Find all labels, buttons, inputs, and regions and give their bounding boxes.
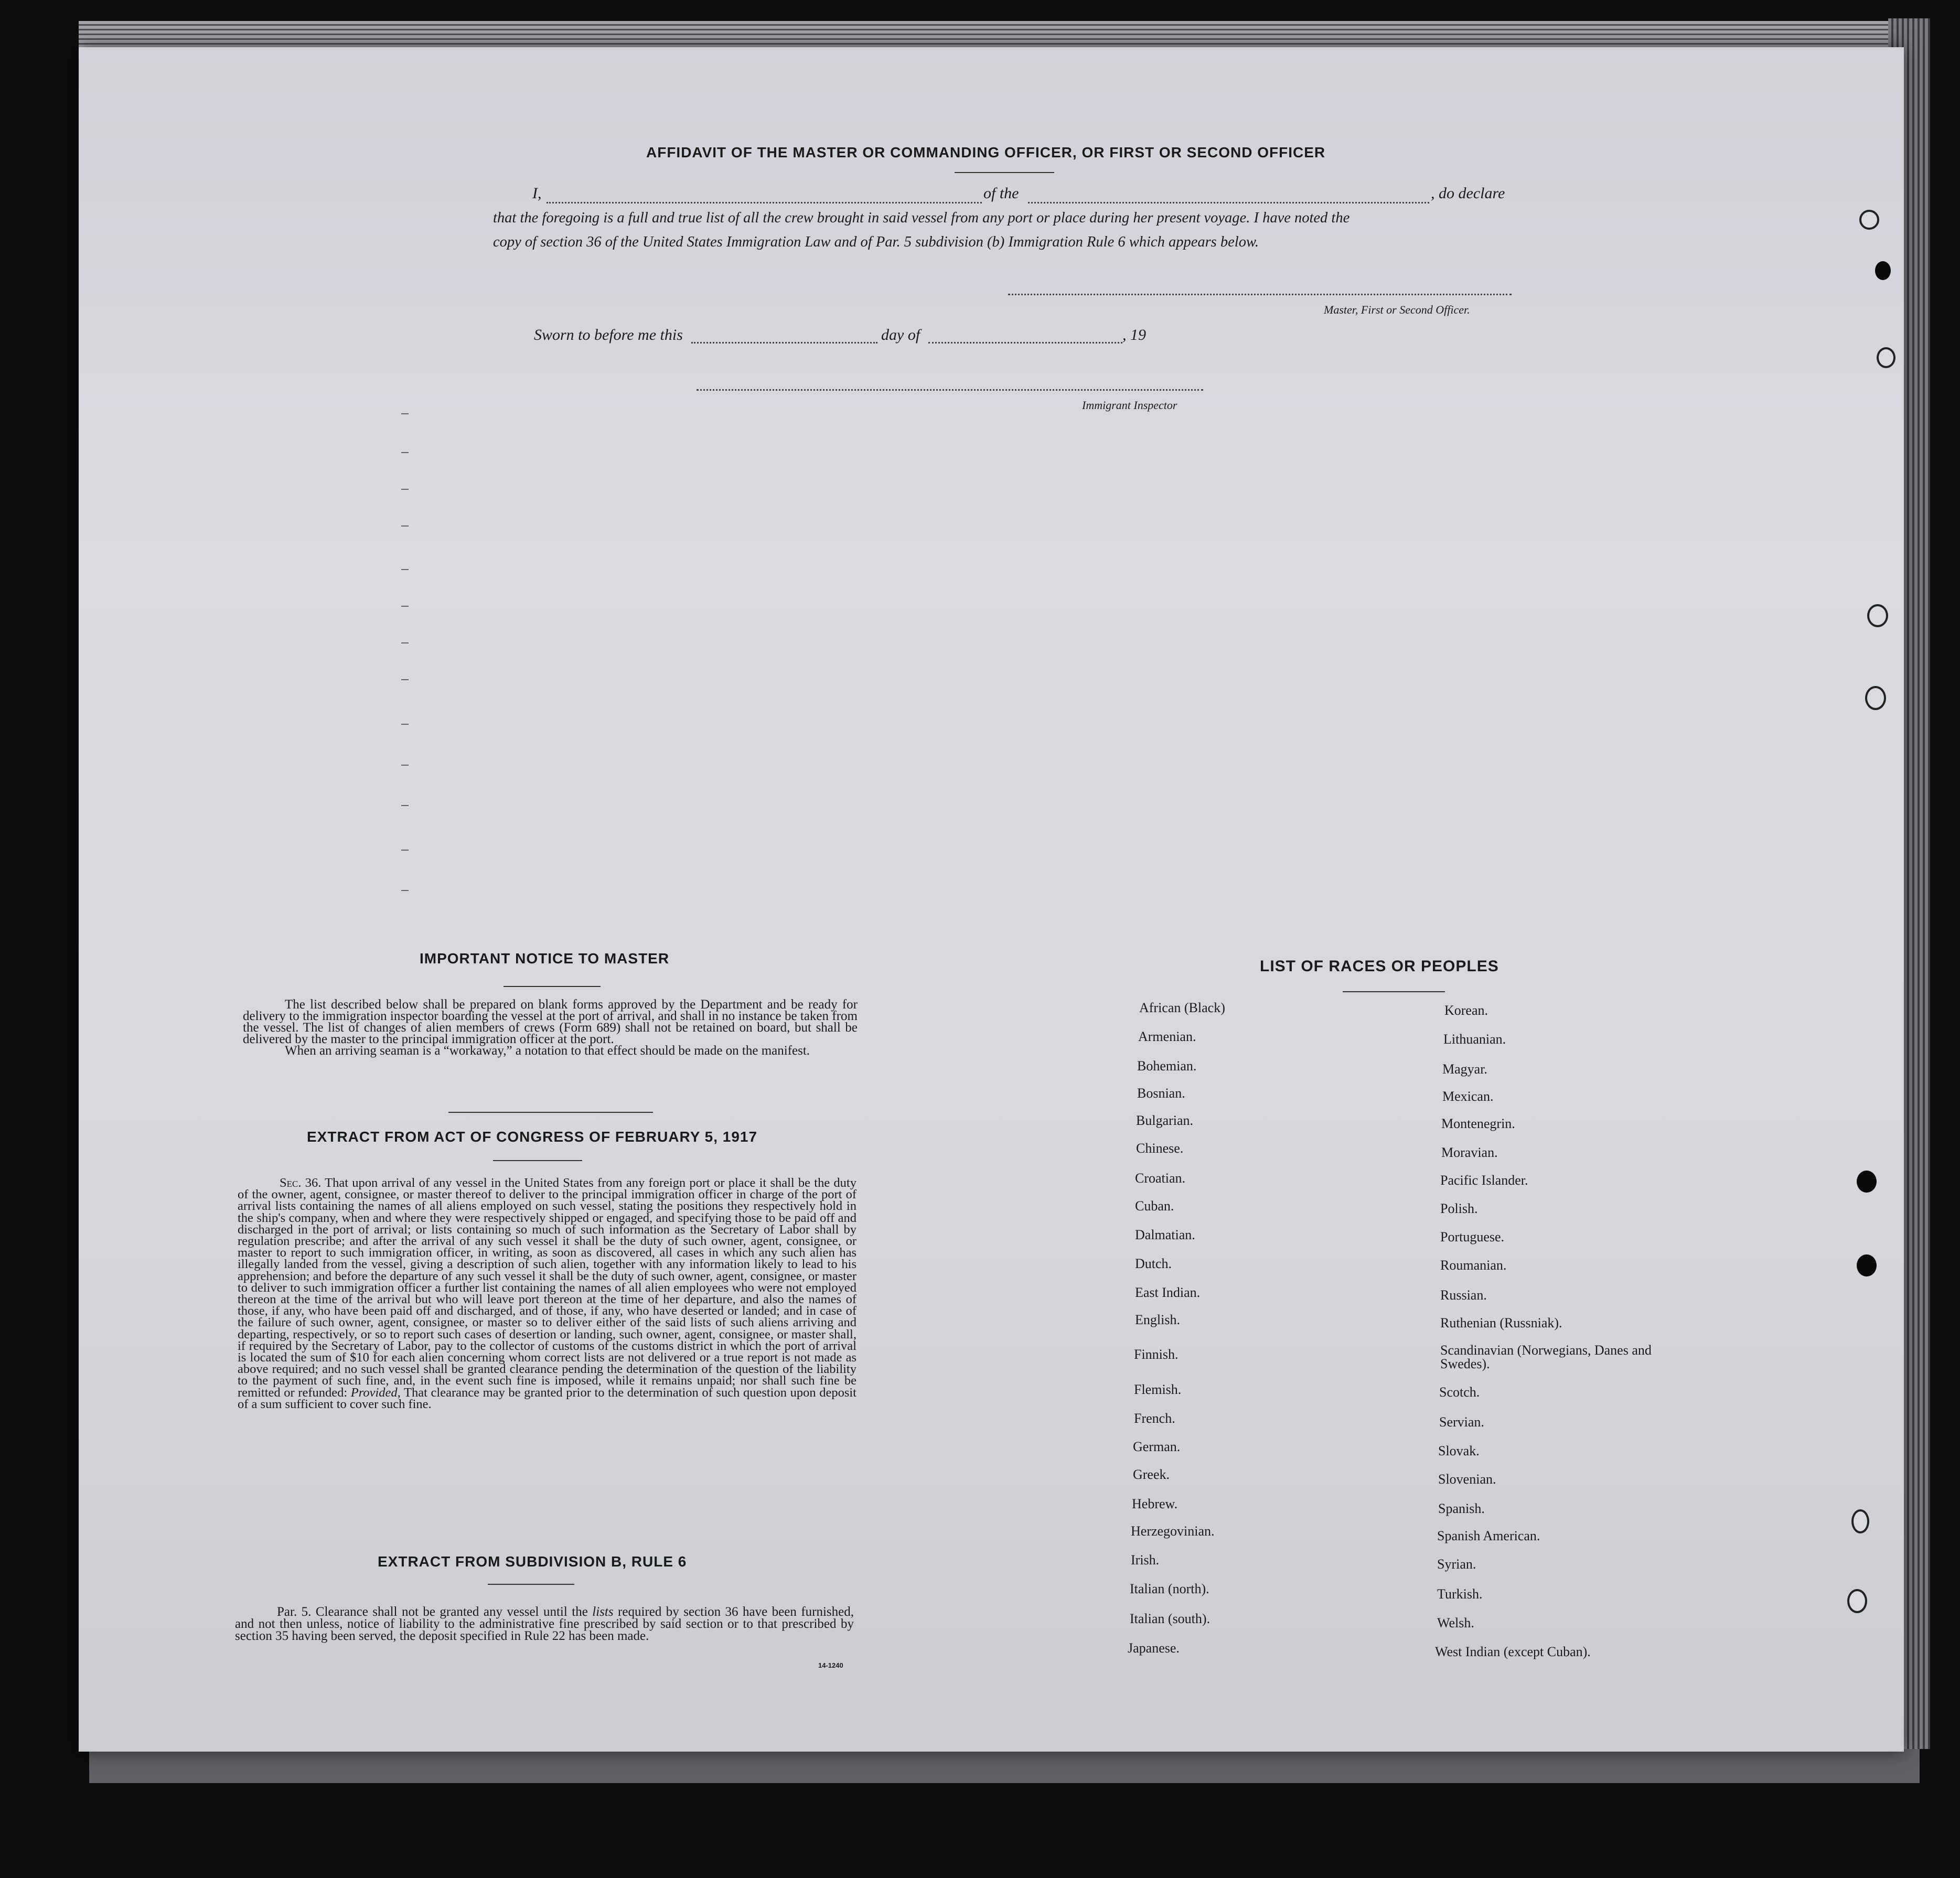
- race-right-item: Mexican.: [1442, 1089, 1494, 1104]
- race-right-item: Portuguese.: [1440, 1229, 1505, 1244]
- margin-tick: [401, 890, 409, 891]
- race-left-item: Hebrew.: [1132, 1496, 1178, 1511]
- punch-hole: [1857, 1254, 1877, 1276]
- races-title-underline: [1343, 991, 1445, 992]
- race-left-item: African (Black): [1139, 1000, 1225, 1015]
- race-left-item: English.: [1135, 1312, 1180, 1327]
- margin-tick: [401, 850, 409, 851]
- margin-tick: [401, 765, 409, 766]
- race-right-item: Korean.: [1444, 1003, 1488, 1018]
- race-right-item: Pacific Islander.: [1440, 1173, 1528, 1188]
- race-right-item: Scotch.: [1439, 1385, 1480, 1400]
- race-right-item: Montenegrin.: [1441, 1116, 1515, 1131]
- affidavit-line2: that the foregoing is a full and true list of all the crew brought in said vessel from any port or place during her present voyage. I have noted the: [493, 210, 1350, 226]
- race-left-item: Armenian.: [1138, 1029, 1196, 1044]
- race-right-item: Magyar.: [1442, 1061, 1487, 1077]
- race-left-item: Croatian.: [1135, 1171, 1186, 1186]
- extract-act-title: EXTRACT FROM ACT OF CONGRESS OF FEBRUARY 5, 1917: [307, 1129, 758, 1145]
- punch-hole: [1865, 686, 1886, 710]
- extract-act-sec-label: Sec. 36.: [280, 1176, 322, 1190]
- punch-hole: [1847, 1589, 1867, 1613]
- document-page: [79, 47, 1904, 1752]
- race-right-item: Spanish.: [1438, 1501, 1485, 1516]
- inspector-label: Immigrant Inspector: [1082, 399, 1177, 412]
- affidavit-title: AFFIDAVIT OF THE MASTER OR COMMANDING OFFICER, OR FIRST OR SECOND OFFICER: [646, 144, 1326, 160]
- race-right-item: Turkish.: [1437, 1586, 1483, 1602]
- race-left-item: Flemish.: [1134, 1382, 1182, 1397]
- notice-title-underline: [504, 986, 601, 987]
- race-right-item: Welsh.: [1437, 1615, 1474, 1630]
- race-left-item: Finnish.: [1134, 1347, 1179, 1362]
- extract-rule-text: Par. 5. Clearance shall not be granted any vessel until the: [277, 1605, 593, 1619]
- punch-hole: [1877, 347, 1895, 368]
- affidavit-line3: copy of section 36 of the United States Immigration Law and of Par. 5 subdivision (b) Immigration Rule 6 which appears below.: [493, 234, 1259, 250]
- race-right-item: Spanish American.: [1437, 1528, 1540, 1543]
- extract-rule-underline: [488, 1584, 574, 1585]
- extract-act-paragraph: [238, 1177, 856, 1410]
- page-stack-top-edge: [79, 21, 1904, 50]
- sworn-year-prefix: , 19: [1122, 326, 1146, 344]
- master-signature-label: Master, First or Second Officer.: [1324, 303, 1470, 316]
- sworn-month-field[interactable]: [928, 342, 1122, 344]
- master-name-field[interactable]: [547, 202, 982, 203]
- margin-tick: [401, 489, 409, 490]
- race-right-item: Syrian.: [1437, 1557, 1476, 1572]
- affidavit-line1-of-the: of the: [983, 185, 1019, 202]
- form-number: 14-1240: [818, 1661, 843, 1669]
- extract-rule-text-end: required by section 36 have been furnished, and not then unless, notice of liability to the administrative fine prescribed by said section or to that prescribed by section 35 having been served, the deposit specified in Rule 22 has been made.: [235, 1605, 854, 1643]
- margin-tick: [401, 452, 409, 453]
- notice-body: [243, 999, 858, 1057]
- race-left-item: Irish.: [1131, 1552, 1160, 1568]
- race-left-item: Bosnian.: [1137, 1086, 1185, 1101]
- race-left-item: Japanese.: [1128, 1640, 1180, 1656]
- affidavit-line1-do-declare: , do declare: [1431, 185, 1505, 202]
- sworn-day-of: day of: [881, 326, 920, 344]
- notice-paragraph-1: The list described below shall be prepared on blank forms approved by the Department and be ready for delivery to the immigration inspector boarding the vessel at the port of arrival, and shall in no instance be taken from the vessel. The list of changes of alien members of crews (Form 689) shall not be retained on board, but shall be delivered by the master to the principal immigration officer at the port.: [243, 997, 858, 1046]
- race-right-item: Servian.: [1439, 1414, 1484, 1430]
- race-right-item: Slovak.: [1438, 1443, 1480, 1458]
- race-left-item: Cuban.: [1135, 1198, 1174, 1214]
- race-right-item: Moravian.: [1441, 1145, 1498, 1160]
- race-right-item: Ruthenian (Russniak).: [1440, 1315, 1562, 1330]
- extract-act-provided: Provided,: [350, 1385, 401, 1400]
- race-left-item: Herzegovinian.: [1131, 1523, 1215, 1539]
- race-right-item: Slovenian.: [1438, 1472, 1496, 1487]
- section-divider: [448, 1112, 653, 1113]
- sworn-prefix: Sworn to before me this: [534, 326, 683, 344]
- notice-title: IMPORTANT NOTICE TO MASTER: [420, 950, 670, 967]
- race-left-item: German.: [1133, 1439, 1181, 1454]
- race-left-item: Bohemian.: [1137, 1058, 1197, 1074]
- race-left-item: Dalmatian.: [1135, 1227, 1195, 1242]
- race-left-item: French.: [1134, 1411, 1175, 1426]
- punch-hole: [1867, 604, 1888, 627]
- extract-act-underline: [493, 1160, 582, 1161]
- race-right-item: Polish.: [1440, 1201, 1478, 1216]
- margin-tick: [401, 413, 409, 414]
- punch-hole: [1875, 261, 1891, 280]
- extract-rule-title: EXTRACT FROM SUBDIVISION B, RULE 6: [378, 1553, 687, 1570]
- race-right-item: Scandinavian (Norwegians, Danes and Swedes).: [1440, 1343, 1652, 1371]
- margin-tick: [401, 606, 409, 607]
- race-right-item: Roumanian.: [1440, 1258, 1507, 1273]
- margin-tick: [401, 569, 409, 570]
- sworn-day-field[interactable]: [691, 342, 877, 344]
- race-left-item: Dutch.: [1135, 1256, 1172, 1271]
- race-left-item: Greek.: [1133, 1467, 1170, 1482]
- race-left-item: East Indian.: [1135, 1285, 1201, 1300]
- extract-rule-paragraph: [235, 1606, 854, 1642]
- master-signature-field[interactable]: [1008, 294, 1512, 295]
- margin-tick: [401, 679, 409, 680]
- race-left-item: Italian (south).: [1130, 1611, 1211, 1626]
- race-right-item: Russian.: [1440, 1287, 1487, 1303]
- race-right-item: West Indian (except Cuban).: [1435, 1644, 1591, 1659]
- extract-rule-lists: lists: [592, 1605, 614, 1619]
- vessel-name-field[interactable]: [1028, 202, 1429, 203]
- race-left-item: Chinese.: [1136, 1141, 1184, 1156]
- extract-act-text: That upon arrival of any vessel in the United States from any foreign port or place it shall be the duty of the owner, agent, consignee, or master thereof to deliver to the principal immigration officer in charge of the port of arrival lists containing the names of all aliens employed on such vessel, stating the positions they respectively hold in the ship's company, when and where they were respectively shipped or engaged, and specifying those to be paid off and discharged in the port of arrival; or lists containing so much of such information as the Secretary of Labor shall by regulation prescribe; and after the arrival of any such vessel it shall be the duty of such owner, agent, consignee, or master to report to such immigration officer, in writing, as soon as discovered, all cases in which any such alien has illegally landed from the vessel, giving a description of such alien, together with any information likely to lead to his apprehension; and before the departure of any such vessel it shall be the duty of such owner, agent, consignee, or master to deliver to such immigration officer a further list containing the names of all alien employees who were not employed thereon at the time of the arrival but who will leave port thereon at the time of her departure, and also the names of those, if any, who have been paid off and discharged, and of those, if any, who have deserted or landed; and in case of the failure of such owner, agent, consignee, or master so to deliver either of the said lists of such aliens arriving and departing, respectively, or so to report such cases of desertion or landing, such owner, agent, consignee, or master shall, if required by the Secretary of Labor, pay to the collector of customs of the customs district in which the port of arrival is located the sum of $10 for each alien concerning whom correct lists are not delivered or a true report is not made as above required; and no such vessel shall be granted clearance pending the determination of the question of the liability to the payment of such fine, and, in the event such fine is imposed, while it remains unpaid; nor shall such fine be remitted or refunded:: [238, 1176, 856, 1400]
- extract-act-body: [238, 1177, 856, 1410]
- margin-tick: [401, 724, 409, 725]
- punch-hole: [1857, 1171, 1877, 1193]
- inspector-signature-field[interactable]: [697, 389, 1203, 391]
- race-right-item: Lithuanian.: [1443, 1032, 1506, 1047]
- notice-paragraph-2: When an arriving seaman is a “workaway,” a notation to that effect should be made on the manifest.: [285, 1044, 810, 1058]
- race-left-item: Italian (north).: [1130, 1581, 1209, 1596]
- punch-hole: [1859, 210, 1879, 230]
- margin-tick: [401, 642, 409, 643]
- margin-tick: [401, 525, 409, 527]
- margin-tick: [401, 805, 409, 806]
- extract-rule-body: [235, 1606, 854, 1642]
- race-left-item: Bulgarian.: [1136, 1113, 1194, 1128]
- affidavit-line1-i: I,: [532, 185, 542, 202]
- affidavit-title-underline: [955, 172, 1054, 173]
- punch-hole: [1851, 1509, 1869, 1533]
- races-title: LIST OF RACES OR PEOPLES: [1260, 958, 1499, 975]
- extract-act-text-end: That clearance may be granted prior to the determination of such question upon deposit of a sum sufficient to cover such fine.: [238, 1385, 856, 1411]
